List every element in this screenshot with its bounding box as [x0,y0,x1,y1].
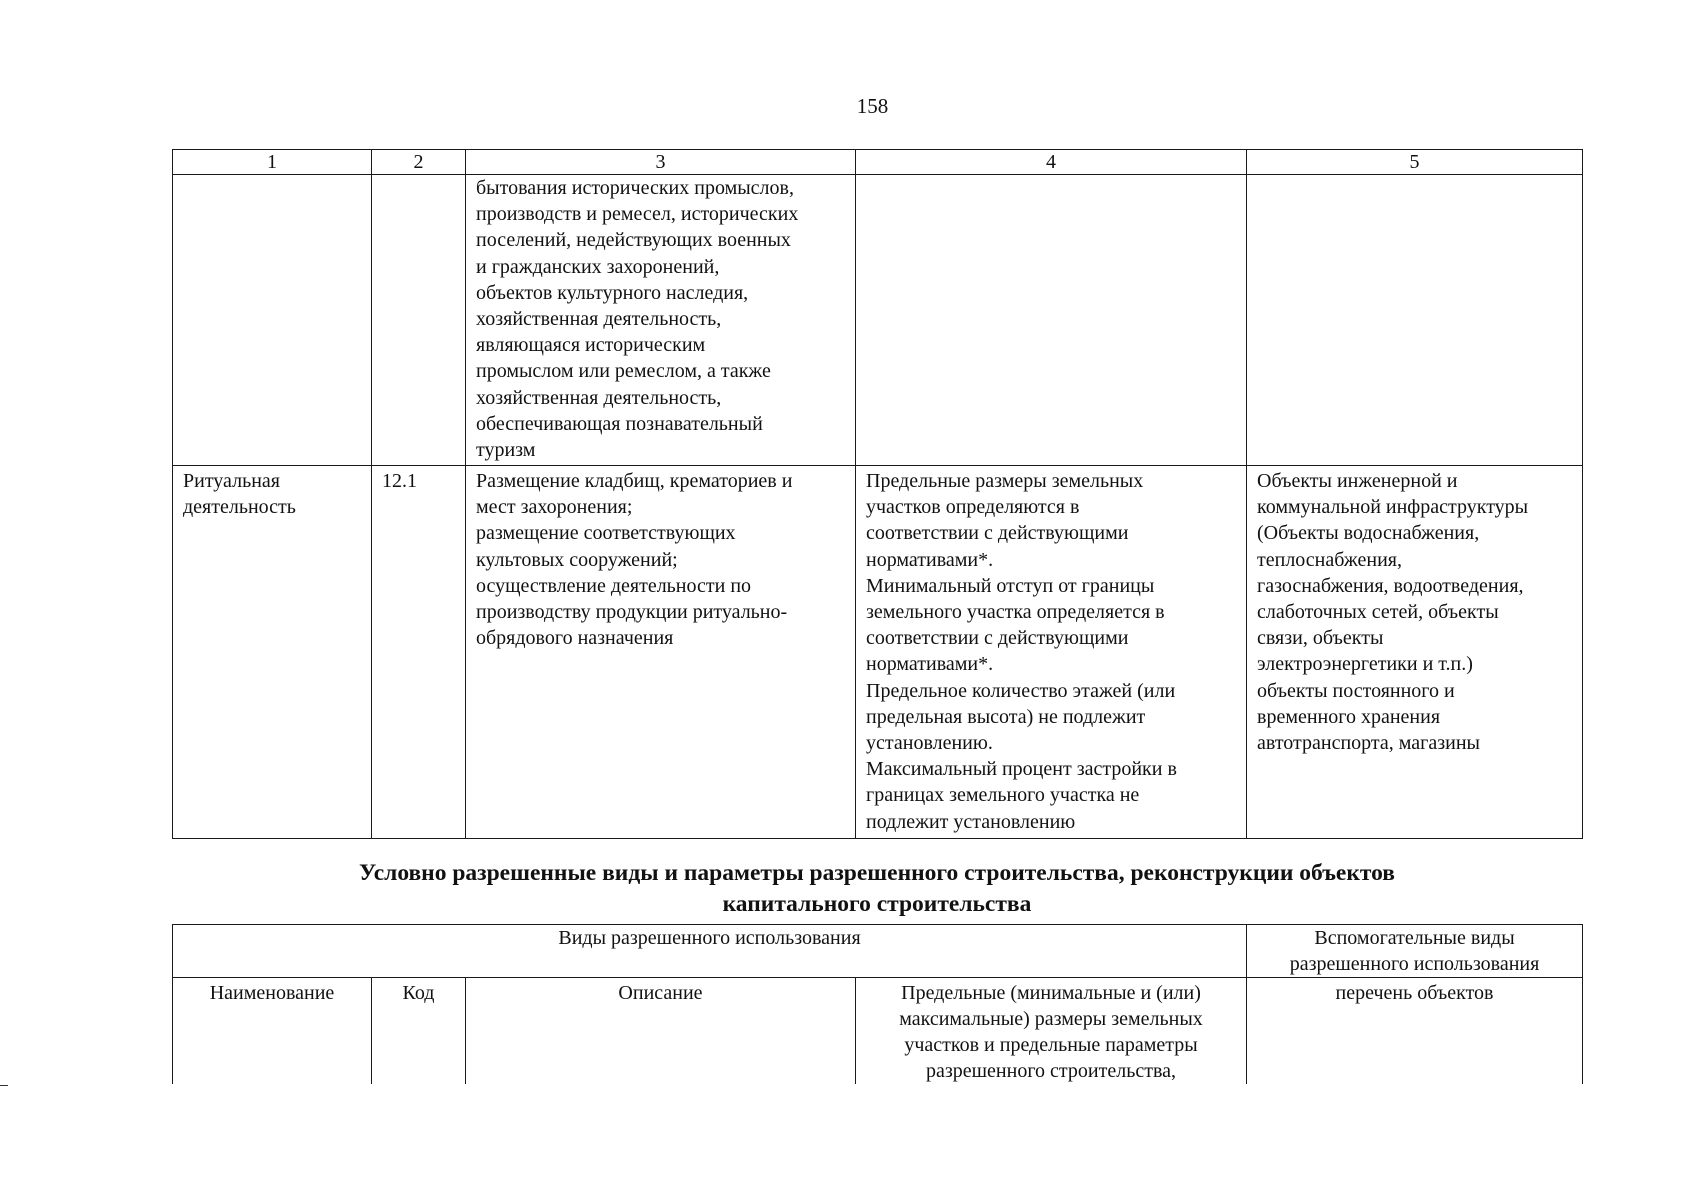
column-number-5: 5 [1247,150,1583,175]
page-number: 158 [856,94,889,118]
cell-name: Ритуальная деятельность [173,466,372,839]
column-header-auxiliary: перечень объектов [1247,978,1583,1085]
column-number-2: 2 [372,150,466,175]
cell-parameters: Предельные размеры земельных участков определяются в соответствии с действующими нормативами*. Минимальный отступ от границы земельного участка определяется в соответствии с действующими нормативами*. Предельное количество этажей (или предельная высота) не подлежит установлению. Максимальный процент застройки в границах земельного участка не подлежит установлению [856,466,1247,839]
cell-parameters [856,175,1247,466]
column-header-name: Наименование [173,978,372,1085]
column-number-1: 1 [173,150,372,175]
section-heading: Условно разрешенные виды и параметры разрешенного строительства, реконструкции объектов капитального строительства [359,860,1395,917]
margin-mark [0,1085,8,1086]
column-number-row [173,150,1583,175]
column-header-code: Код [372,978,466,1085]
cell-auxiliary: Объекты инженерной и коммунальной инфраструктуры (Объекты водоснабжения, теплоснабжения, газоснабжения, водоотведения, слаботочных сетей, объекты связи, объекты электроэнергетики и т.п.) объекты постоянного и временного хранения автотранспорта, магазины [1247,466,1583,839]
column-header-row [173,978,1583,1085]
column-number-4: 4 [856,150,1247,175]
conditional-use-table [172,924,1583,1084]
cell-description: Размещение кладбищ, крематориев и мест захоронения; размещение соответствующих культовых сооружений; осуществление деятельности по производству продукции ритуально- обрядового назначения [466,466,856,839]
cell-code: 12.1 [372,466,466,839]
group-header-auxiliary-uses: Вспомогательные виды разрешенного использования [1247,925,1583,978]
group-header-permitted-uses: Виды разрешенного использования [173,925,1247,978]
cell-code [372,175,466,466]
cell-name [173,175,372,466]
land-use-table-continued [172,149,1583,839]
table-row-continued [173,175,1583,466]
column-header-description: Описание [466,978,856,1085]
column-number-3: 3 [466,150,856,175]
cell-description: бытования исторических промыслов, производств и ремесел, исторических поселений, недействующих военных и гражданских захоронений, объектов культурного наследия, хозяйственная деятельность, являющаяся историческим промыслом или ремеслом, а также хозяйственная деятельность, обеспечивающая познавательный туризм [466,175,856,466]
cell-auxiliary [1247,175,1583,466]
column-header-parameters: Предельные (минимальные и (или) максимальные) размеры земельных участков и предельные параметры разрешенного строительства, [856,978,1247,1085]
group-header-row [173,925,1583,978]
table-row-ritual [173,466,1583,839]
